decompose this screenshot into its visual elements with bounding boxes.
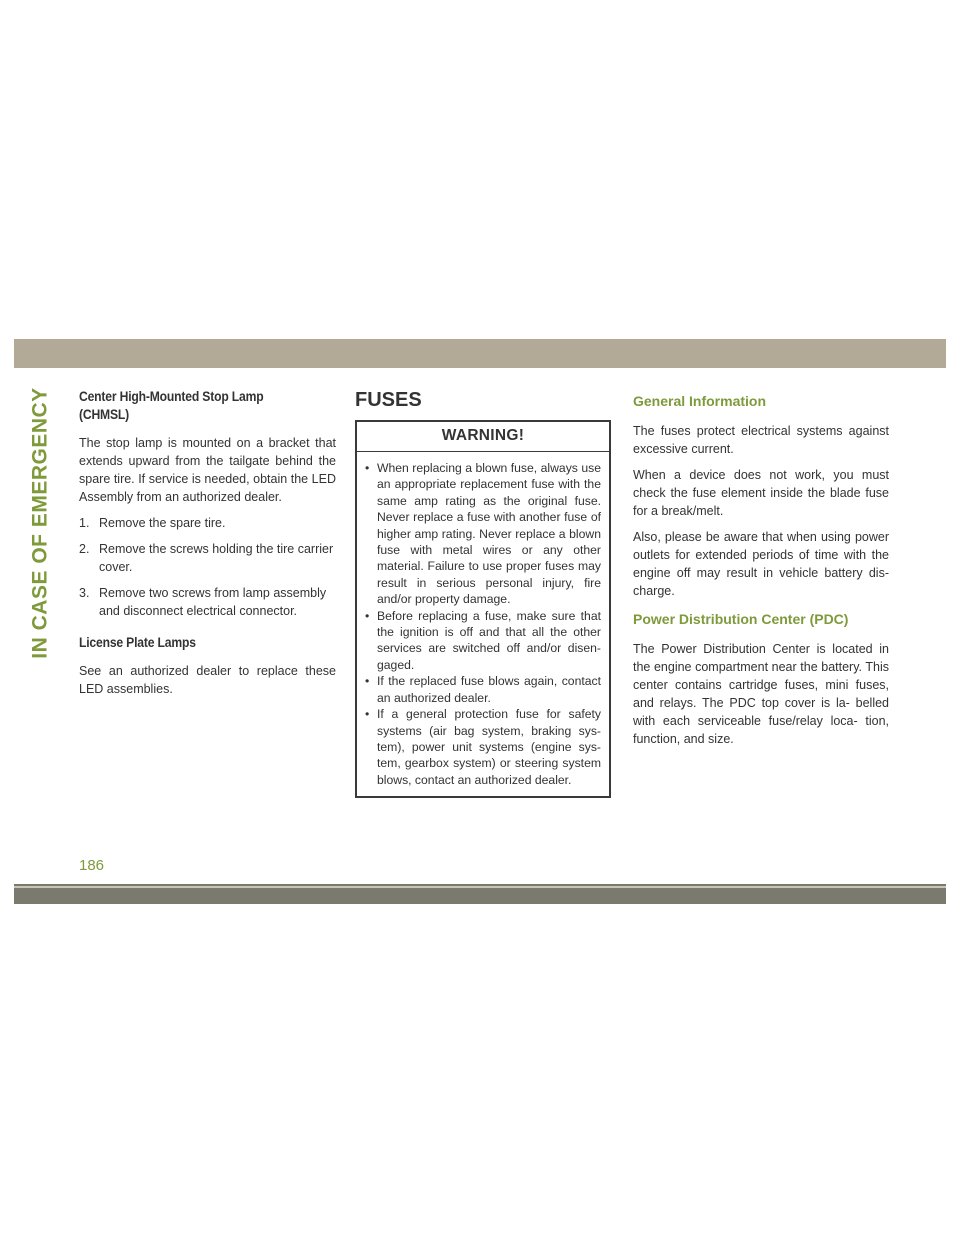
column-left — [79, 388, 336, 706]
general-paragraph-1: The fuses protect electrical systems against excessive current. — [633, 424, 889, 456]
general-info-heading: General Information — [633, 393, 767, 409]
warning-text: If the replaced fuse blows again, contact an authorized dealer. — [377, 674, 601, 705]
bullet-icon: • — [365, 674, 370, 689]
warning-text: Before replacing a fuse, make sure that the ignition is off and that all the other services are switched off and/or disen- gaged. — [377, 608, 601, 672]
footer-stripe — [14, 886, 946, 888]
chmsl-heading: Center High-Mounted Stop Lamp (CHMSL) — [79, 389, 264, 422]
general-paragraph-2: When a device does not work, you must check the fuse element inside the blade fuse for a break/melt. — [633, 468, 889, 518]
warning-item — [365, 673, 601, 706]
step-text: Remove two screws from lamp assembly and disconnect electrical connector. — [99, 586, 327, 618]
license-heading: License Plate Lamps — [79, 635, 196, 650]
warning-body — [357, 452, 609, 796]
section-tab — [26, 382, 56, 664]
step-number: 1. — [79, 516, 90, 530]
header-band — [14, 339, 946, 368]
bullet-icon: • — [365, 608, 370, 623]
pdc-paragraph: The Power Distribution Center is located in the engine compartment near the battery. This center contains cartridge fuses, mini fuses, and relays. The PDC top cover is la- belled with each serviceable fuse/relay loca- tion, function, and size. — [633, 642, 889, 746]
warning-item — [365, 460, 601, 608]
license-paragraph: See an authorized dealer to replace these LED assemblies. — [79, 664, 336, 696]
column-right — [633, 388, 889, 756]
warning-item — [365, 706, 601, 788]
step-item — [79, 540, 336, 576]
warning-title: WARNING! — [357, 422, 609, 452]
step-number: 3. — [79, 586, 90, 600]
step-text: Remove the screws holding the tire carrier cover. — [99, 542, 334, 574]
step-number: 2. — [79, 542, 90, 556]
warning-item — [365, 608, 601, 674]
bullet-icon: • — [365, 461, 370, 475]
warning-text: When replacing a blown fuse, always use an appropriate replacement fuse with the same amp rating as the original fuse. Never replace a fuse with another fuse of higher amp rating. Never replace a blown fuse with metal wires or any other material. Failure to use proper fuses may result in serious personal injury, fire and/or property damage. — [377, 461, 601, 607]
step-text: Remove the spare tire. — [99, 516, 226, 530]
pdc-heading: Power Distribution Center (PDC) — [633, 611, 849, 627]
column-middle — [355, 388, 611, 798]
warning-box — [355, 420, 611, 798]
section-tab-label: IN CASE OF EMERGENCY — [29, 387, 52, 659]
general-paragraph-3: Also, please be aware that when using power outlets for extended periods of time with the engine off may result in vehicle battery dis- charge. — [633, 530, 889, 598]
page-number: 186 — [79, 857, 105, 874]
step-item — [79, 514, 336, 532]
fuses-heading: FUSES — [355, 389, 422, 411]
warning-list — [365, 460, 601, 788]
chmsl-paragraph: The stop lamp is mounted on a bracket that extends upward from the tailgate behind the spare tire. If service is needed, obtain the LED Assembly from an authorized dealer. — [79, 436, 336, 504]
step-item — [79, 584, 336, 620]
chmsl-steps — [79, 514, 336, 620]
warning-text: If a general protection fuse for safety systems (air bag system, braking sys- tem), power unit systems (engine sys- tem, gearbox system) or steering system blows, contact an authorized dealer. — [377, 707, 601, 787]
bullet-icon: • — [365, 707, 370, 722]
